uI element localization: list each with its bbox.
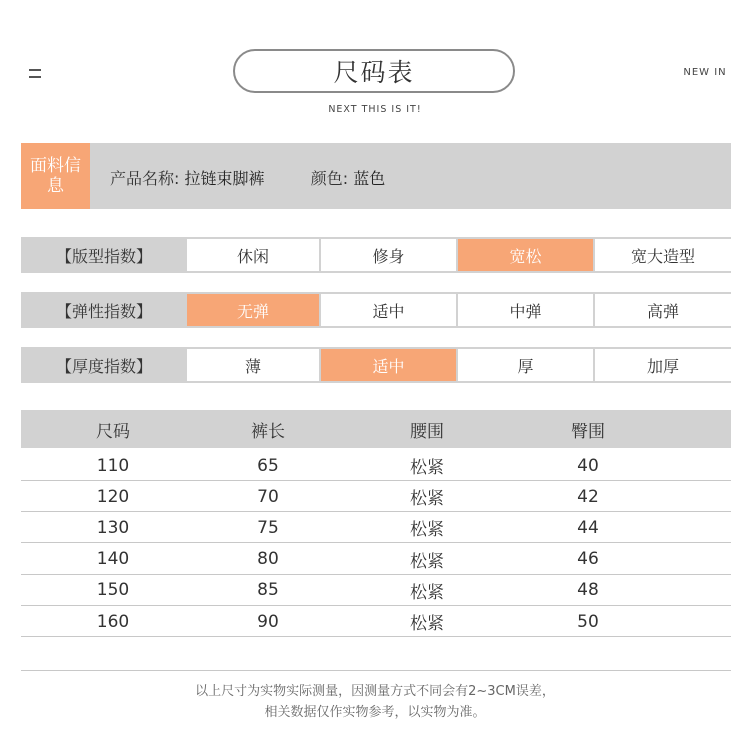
column-header-length: 裤长 xyxy=(251,421,285,442)
thickness-index-option: 适中 xyxy=(321,349,456,381)
cell-length: 75 xyxy=(257,517,279,538)
color-value: 蓝色 xyxy=(353,169,386,188)
fabric-info xyxy=(110,166,385,189)
cell-hip: 50 xyxy=(577,611,599,632)
cell-waist: 松紧 xyxy=(410,582,444,603)
column-header-size: 尺码 xyxy=(96,421,130,442)
fit-index-row xyxy=(21,237,731,273)
elasticity-index-option: 高弹 xyxy=(595,294,731,326)
cell-hip: 46 xyxy=(577,549,599,570)
cell-size: 130 xyxy=(96,517,130,538)
cell-hip: 40 xyxy=(577,455,599,476)
elasticity-index-option: 无弹 xyxy=(187,294,319,326)
fit-index-label: 【版型指数】 xyxy=(55,246,152,266)
table-row xyxy=(21,575,731,606)
cell-waist: 松紧 xyxy=(410,458,444,478)
thickness-index-label: 【厚度指数】 xyxy=(55,356,152,376)
cell-waist: 松紧 xyxy=(410,614,444,634)
product-name-value: 拉链束脚裤 xyxy=(184,169,265,188)
thickness-index-option: 加厚 xyxy=(595,349,731,381)
cell-hip: 44 xyxy=(577,517,599,538)
cell-length: 90 xyxy=(257,611,279,632)
cell-hip: 42 xyxy=(577,486,599,507)
thickness-index-option: 厚 xyxy=(458,349,593,381)
elasticity-index-option: 中弹 xyxy=(458,294,593,326)
table-row xyxy=(21,481,731,512)
thickness-index-row xyxy=(21,347,731,383)
table-row xyxy=(21,544,731,575)
thickness-index-option: 薄 xyxy=(187,349,319,381)
fit-index-option: 休闲 xyxy=(187,239,319,271)
cell-size: 140 xyxy=(96,549,130,570)
table-row xyxy=(21,512,731,543)
fit-index-option: 宽松 xyxy=(458,239,593,271)
elasticity-index-option: 适中 xyxy=(321,294,456,326)
cell-waist: 松紧 xyxy=(410,489,444,510)
cell-length: 65 xyxy=(257,455,279,476)
note-line-1: 以上尺寸为实物实际测量，因测量方式不同会有2~3CM误差， xyxy=(195,684,555,699)
page-title: 尺码表 xyxy=(233,49,515,93)
fabric-tag: 面料信息 xyxy=(21,143,90,209)
fit-index-option: 宽大造型 xyxy=(595,239,731,271)
note-line-2: 相关数据仅作实物参考，以实物为准。 xyxy=(264,705,486,720)
size-table-header xyxy=(21,410,731,448)
cell-size: 160 xyxy=(96,611,130,632)
table-row xyxy=(21,606,731,637)
cell-length: 70 xyxy=(257,486,279,507)
product-name-label: 产品名称: xyxy=(110,169,180,188)
page-subtitle: NEXT THIS IS IT! xyxy=(328,104,422,115)
fit-index-option: 修身 xyxy=(321,239,456,271)
cell-hip: 48 xyxy=(577,580,599,601)
cell-length: 85 xyxy=(257,580,279,601)
new-in-label: NEW IN xyxy=(683,67,727,78)
color-label: 颜色: xyxy=(310,169,349,188)
cell-length: 80 xyxy=(257,549,279,570)
cell-size: 110 xyxy=(96,455,130,476)
footer-divider xyxy=(21,670,731,671)
table-row xyxy=(21,450,731,481)
column-header-waist: 腰围 xyxy=(410,421,444,442)
cell-waist: 松紧 xyxy=(410,551,444,572)
menu-icon[interactable] xyxy=(29,66,41,80)
column-header-hip: 臀围 xyxy=(571,421,605,442)
cell-waist: 松紧 xyxy=(410,520,444,541)
cell-size: 150 xyxy=(96,580,130,601)
cell-size: 120 xyxy=(96,486,130,507)
elasticity-index-row xyxy=(21,292,731,328)
elasticity-index-label: 【弹性指数】 xyxy=(55,301,152,321)
